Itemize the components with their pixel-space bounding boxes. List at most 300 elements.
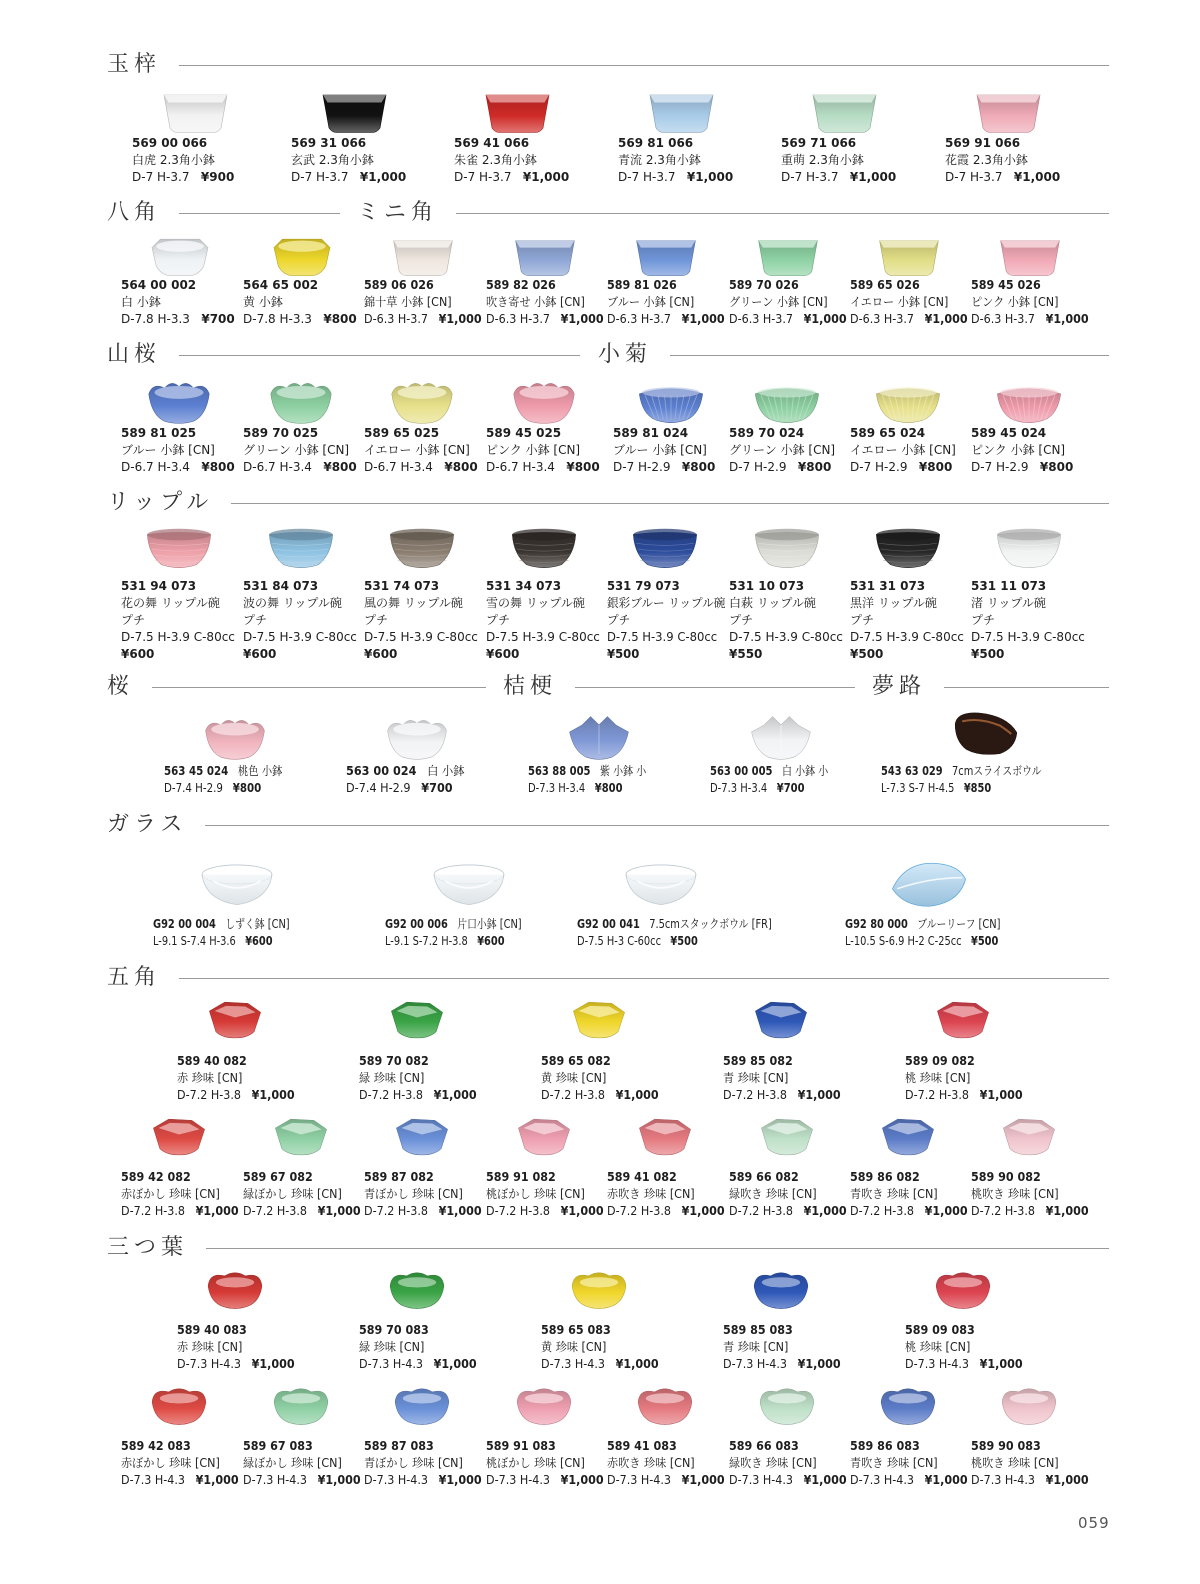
product-line (153, 916, 290, 933)
product-line (291, 169, 406, 186)
product-price: ¥1,000 (1045, 1204, 1089, 1218)
product-code: 589 42 082 (121, 1170, 191, 1184)
product-info (845, 916, 1000, 950)
product-line (541, 1087, 659, 1104)
product-size: D-7 H-3.7 (454, 170, 512, 184)
product-thumbnail (876, 1384, 940, 1432)
product-photo-glass (429, 857, 509, 911)
section-rule (152, 687, 486, 688)
section-title: 山桜 (107, 342, 162, 367)
product-line (945, 169, 1060, 186)
product-info (359, 1322, 477, 1373)
product-name: 紫 小鉢 小 (599, 764, 647, 778)
product-line (486, 311, 604, 328)
product-code: 531 84 073 (243, 579, 319, 593)
product-info (729, 277, 847, 328)
section-title: リップル (107, 490, 214, 515)
product-line (541, 1356, 659, 1373)
product-price: ¥700 (421, 781, 453, 795)
product-code: 589 66 083 (729, 1439, 799, 1453)
product-code: 589 91 083 (486, 1439, 556, 1453)
product-thumbnail (749, 998, 813, 1046)
product-info (486, 425, 600, 476)
section-rule (179, 355, 580, 356)
product-price: ¥500 (850, 647, 884, 661)
product-code: 531 10 073 (729, 579, 805, 593)
product-thumbnail (621, 857, 701, 915)
product-line (710, 763, 828, 780)
product-photo-square (753, 232, 823, 280)
product-line (850, 1472, 968, 1489)
product-code: 569 81 066 (618, 136, 694, 150)
product-name: 青 珍味 [CN] (723, 1071, 789, 1085)
page-number: 059 (1078, 1514, 1110, 1532)
product-name: しずく鉢 [CN] (225, 917, 290, 931)
product-name: ピンク 小鉢 [CN] (971, 295, 1059, 309)
product-size: D-7 H-2.9 (613, 460, 671, 474)
product-size: D-7.5 H-3.9 C-80cc (486, 630, 600, 644)
product-thumbnail (203, 998, 267, 1046)
product-code: G92 80 000 (845, 917, 908, 931)
product-size: D-6.3 H-3.7 (486, 312, 551, 326)
product-thumbnail (265, 523, 337, 576)
product-size: D-7.3 H-4.3 (541, 1357, 606, 1371)
product-name-line2: プチ (243, 613, 268, 627)
product-name-line2: プチ (971, 613, 996, 627)
product-code: 589 41 083 (607, 1439, 677, 1453)
product-price: ¥500 (971, 647, 1005, 661)
product-code: 543 63 029 (881, 764, 943, 778)
product-price: ¥1,000 (924, 312, 968, 326)
section-rule (179, 978, 1109, 979)
product-line (577, 933, 772, 950)
product-code: 589 45 024 (971, 426, 1047, 440)
product-info (153, 916, 290, 950)
product-code: 569 00 066 (132, 136, 208, 150)
product-size: D-7.3 H-4.3 (850, 1473, 915, 1487)
product-size: D-7.4 H-2.9 (164, 781, 223, 795)
product-size: L-9.1 S-7.2 H-3.8 (385, 934, 468, 948)
product-line (723, 1356, 841, 1373)
product-name: 緑吹き 珍味 [CN] (729, 1187, 817, 1201)
section-title: ガラス (107, 812, 188, 837)
product-code: 589 85 083 (723, 1323, 793, 1337)
product-info (177, 1053, 295, 1104)
product-info (613, 425, 715, 476)
product-price: ¥1,000 (797, 1357, 841, 1371)
product-photo-trefoil (203, 1268, 267, 1312)
product-price: ¥1,000 (924, 1204, 968, 1218)
product-photo-glass (621, 857, 701, 911)
product-info (905, 1322, 1023, 1373)
product-name: 青吹き 珍味 [CN] (850, 1187, 938, 1201)
section-header (107, 488, 1109, 518)
product-size: D-7.2 H-3.8 (364, 1204, 429, 1218)
product-photo-octagon (145, 232, 215, 280)
product-photo-flower (143, 378, 215, 427)
product-thumbnail (386, 523, 458, 576)
product-photo-chrys (751, 378, 823, 427)
product-size: D-7 H-3.7 (291, 170, 349, 184)
product-price: ¥1,000 (433, 1088, 477, 1102)
product-name-line2: プチ (729, 613, 754, 627)
product-price: ¥850 (963, 781, 992, 795)
product-line (364, 459, 478, 476)
product-size: D-7.8 H-3.3 (121, 312, 190, 326)
product-photo-trefoil (755, 1384, 819, 1428)
product-size: D-7.5 H-3.9 C-80cc (850, 630, 964, 644)
product-code: 564 00 002 (121, 278, 197, 292)
product-size: D-7.3 H-3.4 (528, 781, 586, 795)
product-info (243, 1169, 361, 1220)
product-info (486, 1438, 604, 1489)
product-photo-square (644, 86, 719, 137)
product-thumbnail (889, 857, 969, 915)
product-info (729, 1438, 847, 1489)
product-info (385, 916, 522, 950)
product-size: D-7.2 H-3.8 (971, 1204, 1036, 1218)
product-name: 風の舞 リップル碗 (364, 596, 463, 610)
product-size: D-7.2 H-3.8 (486, 1204, 551, 1218)
product-size: D-6.7 H-3.4 (364, 460, 433, 474)
product-line (710, 780, 828, 797)
product-info (729, 425, 835, 476)
product-name: 白 小鉢 (121, 295, 161, 309)
product-thumbnail (147, 1384, 211, 1432)
section-header (107, 198, 340, 228)
product-code: 589 70 026 (729, 278, 799, 292)
product-line (121, 1472, 239, 1489)
product-info (850, 578, 964, 663)
product-size: D-7.3 H-4.3 (607, 1473, 672, 1487)
section-title: 八角 (107, 200, 162, 225)
product-photo-kikyo (564, 715, 634, 763)
product-price: ¥600 (121, 647, 155, 661)
product-line (729, 311, 847, 328)
product-photo-bowl (386, 523, 458, 572)
product-info (291, 135, 406, 186)
product-code: 589 82 026 (486, 278, 556, 292)
product-thumbnail (751, 523, 823, 576)
section-title: 夢路 (872, 674, 927, 699)
product-line (618, 169, 733, 186)
product-code: 589 65 083 (541, 1323, 611, 1337)
product-info (541, 1322, 659, 1373)
product-code: 589 91 082 (486, 1170, 556, 1184)
section-rule (575, 687, 855, 688)
product-line (359, 1087, 477, 1104)
product-price: ¥1,000 (615, 1357, 659, 1371)
product-photo-kikyo (746, 715, 816, 763)
product-size: D-7.5 H-3.9 C-80cc (121, 630, 235, 644)
product-line (454, 169, 569, 186)
product-price: ¥800 (918, 460, 953, 474)
product-info (541, 1053, 659, 1104)
product-price: ¥1,000 (317, 1473, 361, 1487)
product-thumbnail (993, 523, 1065, 576)
product-name: 青 珍味 [CN] (723, 1340, 789, 1354)
product-info (607, 277, 725, 328)
product-thumbnail (872, 523, 944, 576)
product-code: 589 70 082 (359, 1054, 429, 1068)
product-name: 桃 珍味 [CN] (905, 1340, 971, 1354)
product-size: D-7 H-3.7 (781, 170, 839, 184)
product-size: D-7 H-2.9 (729, 460, 787, 474)
section-rule (670, 355, 1109, 356)
section-title: 五角 (107, 965, 162, 990)
product-code: 531 94 073 (121, 579, 197, 593)
product-name: 白虎 2.3角小鉢 (132, 153, 215, 167)
product-code: 589 87 083 (364, 1439, 434, 1453)
product-price: ¥1,000 (681, 312, 725, 326)
product-size: D-7.3 H-3.4 (710, 781, 768, 795)
product-size: D-7.5 H-3.9 C-80cc (971, 630, 1085, 644)
product-price: ¥800 (594, 781, 623, 795)
product-photo-flower (265, 378, 337, 427)
product-photo-octagon (267, 232, 337, 280)
product-thumbnail (508, 378, 580, 431)
product-photo-trefoil (633, 1384, 697, 1428)
product-info (243, 1438, 361, 1489)
product-price: ¥1,000 (615, 1088, 659, 1102)
product-info (618, 135, 733, 186)
product-size: D-7 H-2.9 (850, 460, 908, 474)
product-name: 赤吹き 珍味 [CN] (607, 1456, 695, 1470)
product-name: 錦十草 小鉢 [CN] (364, 295, 452, 309)
product-thumbnail (386, 378, 458, 431)
product-price: ¥500 (970, 934, 999, 948)
product-size: D-7.8 H-3.3 (243, 312, 312, 326)
product-info (177, 1322, 295, 1373)
product-thumbnail (629, 523, 701, 576)
product-photo-square (807, 86, 882, 137)
product-name: 吹き寄せ 小鉢 [CN] (486, 295, 585, 309)
product-photo-trefoil (567, 1268, 631, 1312)
product-size: D-7.2 H-3.8 (121, 1204, 186, 1218)
product-photo-pentagon (633, 1115, 697, 1159)
product-info (364, 1438, 482, 1489)
product-name: 青ぼかし 珍味 [CN] (364, 1187, 463, 1201)
product-code: 589 86 083 (850, 1439, 920, 1453)
product-price: ¥500 (670, 934, 698, 948)
product-info (723, 1322, 841, 1373)
product-size: D-6.3 H-3.7 (971, 312, 1036, 326)
product-photo-pentagon (755, 1115, 819, 1159)
product-code: 564 65 002 (243, 278, 319, 292)
product-code: G92 00 006 (385, 917, 448, 931)
product-price: ¥800 (323, 312, 357, 326)
product-price: ¥1,000 (251, 1357, 295, 1371)
product-thumbnail (382, 715, 452, 767)
product-photo-square (480, 86, 555, 137)
product-code: 589 65 025 (364, 426, 440, 440)
product-info (971, 425, 1073, 476)
product-name: 白 小鉢 小 (781, 764, 829, 778)
product-info (243, 578, 357, 663)
section-header (598, 340, 1109, 370)
product-name: ピンク 小鉢 [CN] (486, 443, 581, 457)
product-price: ¥1,000 (1045, 312, 1089, 326)
product-name: 玄武 2.3角小鉢 (291, 153, 374, 167)
product-name-line2: プチ (486, 613, 511, 627)
product-name: 7.5cmスタックボウル [FR] (649, 917, 772, 931)
product-line (243, 1203, 361, 1220)
product-price: ¥1,000 (522, 170, 570, 184)
product-info (486, 1169, 604, 1220)
product-code: 531 34 073 (486, 579, 562, 593)
product-name: 黒洋 リップル碗 (850, 596, 937, 610)
product-info (121, 277, 235, 328)
product-price: ¥1,000 (849, 170, 897, 184)
product-info (132, 135, 234, 186)
product-thumbnail (197, 857, 277, 915)
product-code: 569 31 066 (291, 136, 367, 150)
product-price: ¥1,000 (979, 1357, 1023, 1371)
product-thumbnail (317, 86, 392, 141)
product-line (164, 763, 282, 780)
product-name: 緑吹き 珍味 [CN] (729, 1456, 817, 1470)
product-info (850, 1169, 968, 1220)
product-name: 白 小鉢 (427, 764, 465, 778)
product-price: ¥1,000 (1045, 1473, 1089, 1487)
product-photo-bowl (993, 523, 1065, 572)
product-name: イエロー 小鉢 [CN] (850, 295, 949, 309)
product-line (971, 459, 1073, 476)
product-photo-trefoil (269, 1384, 333, 1428)
product-line (729, 1203, 847, 1220)
product-price: ¥800 (444, 460, 478, 474)
product-photo-flower (200, 715, 270, 763)
product-line (346, 763, 464, 780)
product-photo-pentagon (385, 998, 449, 1042)
section-header (107, 1233, 1109, 1263)
product-name: 渚 リップル碗 (971, 596, 1046, 610)
product-thumbnail (633, 1115, 697, 1163)
product-code: 589 70 025 (243, 426, 319, 440)
product-line (845, 916, 1000, 933)
product-info (364, 425, 478, 476)
product-code: 589 45 025 (486, 426, 562, 440)
product-code: 589 09 082 (905, 1054, 975, 1068)
product-info (577, 916, 772, 950)
product-code: 563 00 005 (710, 764, 773, 778)
product-name: グリーン 小鉢 [CN] (729, 295, 828, 309)
product-thumbnail (508, 523, 580, 576)
product-name: ブルー 小鉢 [CN] (607, 295, 695, 309)
product-photo-trefoil (512, 1384, 576, 1428)
product-name-line2: プチ (364, 613, 389, 627)
section-header (107, 340, 580, 370)
section-title: 三つ葉 (107, 1235, 189, 1260)
product-code: 531 31 073 (850, 579, 926, 593)
product-info (971, 277, 1089, 328)
product-line (613, 459, 715, 476)
product-code: 531 74 073 (364, 579, 440, 593)
product-price: ¥1,000 (803, 1473, 847, 1487)
product-thumbnail (755, 1115, 819, 1163)
section-title: ミニ角 (357, 200, 439, 225)
product-line (243, 1472, 361, 1489)
product-price: ¥700 (776, 781, 805, 795)
product-size: D-7.5 H-3.9 C-80cc (729, 630, 843, 644)
section-title: 桜 (107, 674, 135, 699)
product-info (881, 763, 1041, 797)
product-line (364, 1472, 482, 1489)
product-photo-bowl (629, 523, 701, 572)
product-code: 589 40 083 (177, 1323, 247, 1337)
product-size: D-6.3 H-3.7 (729, 312, 794, 326)
product-price: ¥550 (729, 647, 763, 661)
product-photo-chrys (993, 378, 1065, 427)
product-size: D-7.3 H-4.3 (723, 1357, 788, 1371)
product-name: 白萩 リップル碗 (729, 596, 816, 610)
product-code: 589 42 083 (121, 1439, 191, 1453)
product-line (607, 1203, 725, 1220)
product-photo-square (510, 232, 580, 280)
product-line (723, 1087, 841, 1104)
product-size: D-7.2 H-3.8 (177, 1088, 242, 1102)
product-line (528, 780, 646, 797)
product-line (577, 916, 772, 933)
product-thumbnail (993, 378, 1065, 431)
product-info (454, 135, 569, 186)
product-thumbnail (644, 86, 719, 141)
product-price: ¥800 (681, 460, 716, 474)
product-info (364, 1169, 482, 1220)
product-info (121, 425, 235, 476)
product-photo-chrys (635, 378, 707, 427)
product-info (121, 578, 235, 663)
product-photo-square (317, 86, 392, 137)
product-info (121, 1438, 239, 1489)
product-size: D-7.5 H-3 C-60cc (577, 934, 662, 948)
product-size: D-6.3 H-3.7 (607, 312, 672, 326)
product-size: D-7.3 H-4.3 (359, 1357, 424, 1371)
product-line (845, 933, 1000, 950)
product-line (971, 1472, 1089, 1489)
product-price: ¥600 (477, 934, 505, 948)
product-price: ¥1,000 (560, 1204, 604, 1218)
product-line (164, 780, 282, 797)
product-photo-trefoil (147, 1384, 211, 1428)
product-code: 589 90 083 (971, 1439, 1041, 1453)
product-code: 569 71 066 (781, 136, 857, 150)
section-header (107, 50, 1109, 80)
product-price: ¥1,000 (924, 1473, 968, 1487)
product-name: 7cmスライスボウル (952, 764, 1042, 778)
product-name: 黄 珍味 [CN] (541, 1340, 607, 1354)
product-price: ¥800 (201, 460, 235, 474)
product-price: ¥1,000 (438, 1204, 482, 1218)
product-line (486, 1472, 604, 1489)
product-line (177, 1356, 295, 1373)
product-thumbnail (385, 998, 449, 1046)
product-thumbnail (931, 998, 995, 1046)
product-thumbnail (390, 1384, 454, 1432)
section-header (503, 672, 855, 702)
product-line (243, 311, 357, 328)
product-size: D-7.3 H-4.3 (729, 1473, 794, 1487)
product-photo-flower (508, 378, 580, 427)
product-size: D-7 H-3.7 (618, 170, 676, 184)
product-price: ¥1,000 (251, 1088, 295, 1102)
product-line (385, 916, 522, 933)
product-info (971, 1169, 1089, 1220)
product-photo-square (971, 86, 1046, 137)
product-thumbnail (385, 1268, 449, 1316)
product-price: ¥1,000 (686, 170, 734, 184)
product-code: 589 65 026 (850, 278, 920, 292)
